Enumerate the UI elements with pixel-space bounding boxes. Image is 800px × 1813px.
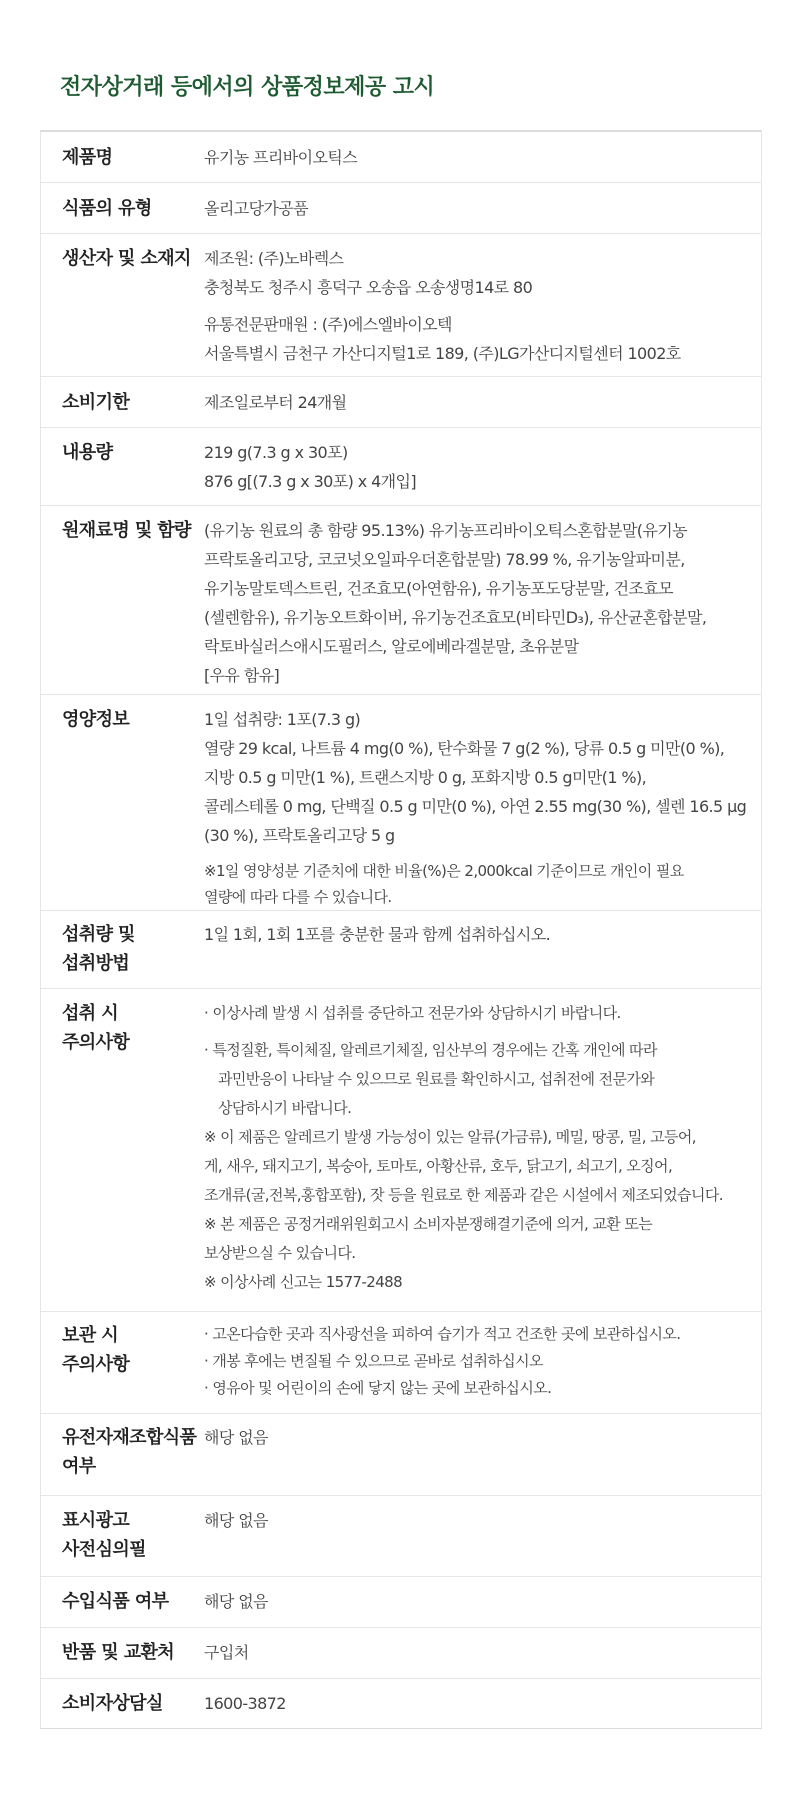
table-row-content <box>41 427 761 505</box>
table-row-product-name <box>41 132 761 182</box>
row-label: 소비자상담실 <box>62 1693 163 1714</box>
row-label-line: 주의사항 <box>62 1354 130 1375</box>
nutrition-note: ※1일 영양성분 기준치에 대한 비율(%)은 2,000kcal 기준이므로 개인이 필요 <box>204 862 684 880</box>
row-label-line: 사전심의필 <box>62 1539 146 1560</box>
row-label <box>41 920 204 988</box>
value-line: 충청북도 청주시 흥덕구 오송읍 오송생명14로 80 <box>204 278 533 297</box>
value-line: 서울특별시 금천구 가산디지털1로 189, (주)LG가산디지털센터 1002호 <box>204 344 681 363</box>
row-label <box>41 1506 204 1576</box>
row-value: 1600-3872 <box>204 1694 286 1713</box>
table-row-ad-review <box>41 1495 761 1576</box>
table-row-nutrition <box>41 694 761 910</box>
storage-line: · 개봉 후에는 변질될 수 있으므로 곧바로 섭취하십시오 <box>204 1352 543 1370</box>
row-label-line: 주의사항 <box>62 1032 130 1053</box>
row-label <box>41 1321 204 1413</box>
value-line: 219 g(7.3 g x 30포) <box>204 443 348 462</box>
table-row-cautions <box>41 988 761 1311</box>
value-line: 876 g[(7.3 g x 30포) x 4개입] <box>204 472 417 491</box>
table-row-consumer-center <box>41 1678 761 1728</box>
caution-line: 게, 새우, 돼지고기, 복숭아, 토마토, 아황산류, 호두, 닭고기, 쇠고기, 오징어, <box>204 1157 673 1175</box>
row-label-line: 표시광고 <box>62 1510 130 1531</box>
caution-line: ※ 이상사례 신고는 1577-2488 <box>204 1273 403 1291</box>
value-line: 지방 0.5 g 미만(1 %), 트랜스지방 0 g, 포화지방 0.5 g미만(1 %), <box>204 768 647 787</box>
table-row-expiry <box>41 376 761 427</box>
row-label: 영양정보 <box>62 709 130 730</box>
value-line: 프락토올리고당, 코코넛오일파우더혼합분말) 78.99 %, 유기농알파미분, <box>204 550 685 569</box>
table-row-intake <box>41 910 761 988</box>
caution-line: 조개류(굴,전복,홍합포함), 잣 등을 원료로 한 제품과 같은 시설에서 제조되었습니다. <box>204 1186 723 1204</box>
caution-line: ※ 본 제품은 공정거래위원회고시 소비자분쟁해결기준에 의거, 교환 또는 <box>204 1215 653 1233</box>
value-line: 열량 29 kcal, 나트륨 4 mg(0 %), 탄수화물 7 g(2 %), 당류 0.5 g 미만(0 %), <box>204 739 725 758</box>
product-info-table <box>40 130 762 1729</box>
row-label: 식품의 유형 <box>62 198 152 219</box>
row-value: 해당 없음 <box>204 1428 268 1447</box>
row-label <box>41 999 204 1311</box>
row-value <box>204 1321 761 1413</box>
row-value <box>204 516 761 694</box>
value-line: 락토바실러스애시도필러스, 알로에베라겔분말, 초유분말 <box>204 637 579 656</box>
value-line: (셀렌함유), 유기농오트화이버, 유기농건조효모(비타민D₃), 유산균혼합분말, <box>204 608 707 627</box>
value-line: (유기농 원료의 총 함량 95.13%) 유기농프리바이오틱스혼합분말(유기농 <box>204 521 688 540</box>
row-label-line: 섭취량 및 <box>62 924 135 945</box>
row-value: 올리고당가공품 <box>204 199 308 218</box>
value-line: 제조원: (주)노바렉스 <box>204 249 344 268</box>
row-value <box>204 438 761 505</box>
caution-line: ※ 이 제품은 알레르기 발생 가능성이 있는 알류(가금류), 메밀, 땅콩, 밀, 고등어, <box>204 1128 696 1146</box>
row-label: 반품 및 교환처 <box>62 1642 175 1663</box>
value-line: [우유 함유] <box>204 666 280 685</box>
row-label <box>41 1423 204 1495</box>
nutrition-note: 열량에 따라 다를 수 있습니다. <box>204 888 392 906</box>
storage-line: · 고온다습한 곳과 직사광선을 피하여 습기가 적고 건조한 곳에 보관하십시오. <box>204 1325 681 1343</box>
table-row-imported <box>41 1576 761 1627</box>
row-value: 제조일로부터 24개월 <box>204 393 347 412</box>
value-line: 1일 섭취량: 1포(7.3 g) <box>204 710 361 729</box>
row-label: 소비기한 <box>62 392 130 413</box>
table-row-storage <box>41 1311 761 1413</box>
caution-line: 과민반응이 나타날 수 있으므로 원료를 확인하시고, 섭취전에 전문가와 <box>218 1070 655 1088</box>
row-value: 1일 1회, 1회 1포를 충분한 물과 함께 섭취하십시오. <box>204 925 551 944</box>
table-row-producer <box>41 233 761 376</box>
row-label-line: 여부 <box>62 1456 96 1477</box>
table-row-returns <box>41 1627 761 1678</box>
value-line: 유기농말토덱스트린, 건조효모(아연함유), 유기농포도당분말, 건조효모 <box>204 579 674 598</box>
row-value <box>204 705 761 910</box>
row-label: 제품명 <box>62 147 113 168</box>
row-label-line: 보관 시 <box>62 1325 119 1346</box>
row-label-line: 섭취 시 <box>62 1003 119 1024</box>
table-row-gmo <box>41 1413 761 1495</box>
storage-line: · 영유아 및 어린이의 손에 닿지 않는 곳에 보관하십시오. <box>204 1379 552 1397</box>
row-value: 해당 없음 <box>204 1511 268 1530</box>
value-line: (30 %), 프락토올리고당 5 g <box>204 826 395 845</box>
row-label: 생산자 및 소재지 <box>62 248 191 269</box>
page-title: 전자상거래 등에서의 상품정보제공 고시 <box>60 75 435 100</box>
row-label: 내용량 <box>62 442 113 463</box>
caution-line: · 특정질환, 특이체질, 알레르기체질, 임산부의 경우에는 간혹 개인에 따라 <box>204 1041 657 1059</box>
row-value: 유기농 프리바이오틱스 <box>204 148 358 167</box>
row-label-line: 유전자재조합식품 <box>62 1427 197 1448</box>
table-row-food-type <box>41 182 761 233</box>
caution-line: 보상받으실 수 있습니다. <box>204 1244 356 1262</box>
row-value <box>204 999 761 1311</box>
row-value: 해당 없음 <box>204 1592 268 1611</box>
row-value <box>204 244 761 376</box>
value-line: 유통전문판매원 : (주)에스엘바이오텍 <box>204 315 452 334</box>
row-label-line: 섭취방법 <box>62 953 130 974</box>
table-row-ingredients <box>41 505 761 694</box>
value-line: 콜레스테롤 0 mg, 단백질 0.5 g 미만(0 %), 아연 2.55 mg(30 %), 셀렌 16.5 μg <box>204 797 747 816</box>
row-label: 원재료명 및 함량 <box>62 520 191 541</box>
row-value: 구입처 <box>204 1643 249 1662</box>
row-label: 수입식품 여부 <box>62 1591 169 1612</box>
caution-line: · 이상사례 발생 시 섭취를 중단하고 전문가와 상담하시기 바랍니다. <box>204 1004 621 1022</box>
caution-line: 상담하시기 바랍니다. <box>218 1099 352 1117</box>
